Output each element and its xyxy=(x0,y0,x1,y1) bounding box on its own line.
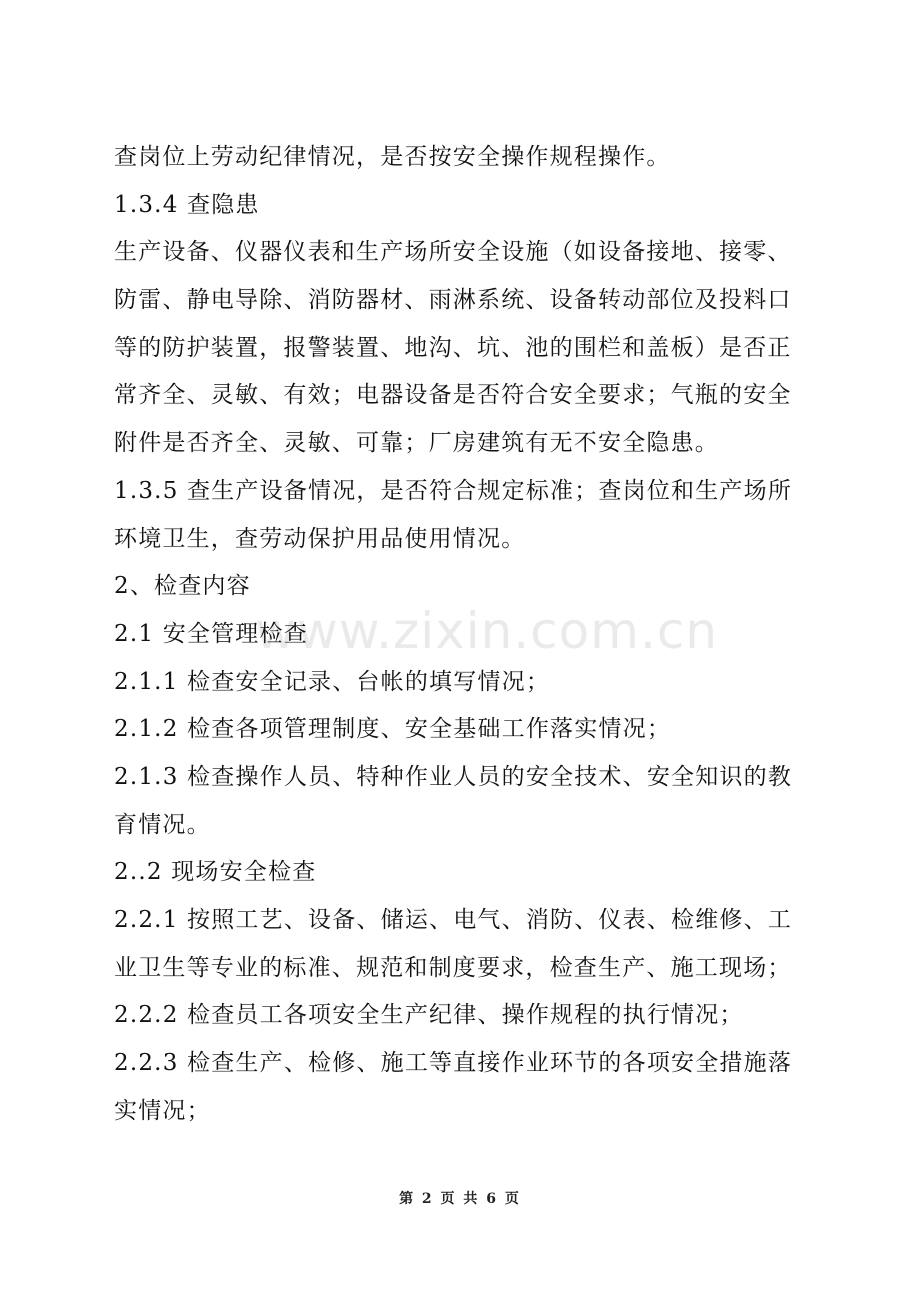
page-number-footer: 第 2 页 共 6 页 xyxy=(399,1191,521,1207)
text-line: 2.2.1 按照工艺、设备、储运、电气、消防、仪表、检维修、工 xyxy=(114,907,793,933)
text-line: 环境卫生，查劳动保护用品使用情况。 xyxy=(114,525,526,552)
text-line: 2.1.2 检查各项管理制度、安全基础工作落实情况； xyxy=(114,716,672,743)
text-line: 2.2.3 检查生产、检修、施工等直接作业环节的各项安全措施落 xyxy=(114,1050,793,1077)
section-heading: 2、检查内容 xyxy=(114,573,251,600)
body-text xyxy=(114,134,814,1135)
text-line: 附件是否齐全、灵敏、可靠；厂房建筑有无不安全隐患。 xyxy=(114,430,719,457)
text-line: 1.3.5 查生产设备情况，是否符合规定标准；查岗位和生产场所 xyxy=(114,477,793,504)
text-line: 生产设备、仪器仪表和生产场所安全设施（如设备接地、接零、 xyxy=(114,239,792,266)
text-line: 实情况； xyxy=(114,1097,211,1124)
section-heading: 2.1 安全管理检查 xyxy=(114,620,308,647)
text-line: 2.1.3 检查操作人员、特种作业人员的安全技术、安全知识的教 xyxy=(114,763,793,790)
section-heading: 2..2 现场安全检查 xyxy=(114,859,317,886)
text-line: 常齐全、灵敏、有效；电器设备是否符合安全要求；气瓶的安全 xyxy=(114,382,792,409)
text-line: 等的防护装置，报警装置、地沟、坑、池的围栏和盖板）是否正 xyxy=(114,334,792,361)
section-heading: 1.3.4 查隐患 xyxy=(114,191,260,218)
watermark: www.zixin.com.cn xyxy=(255,602,719,660)
text-line: 2.2.2 检查员工各项安全生产纪律、操作规程的执行情况； xyxy=(114,1002,744,1029)
text-line: 育情况。 xyxy=(114,811,211,838)
text-line: 2.1.1 检查安全记录、台帐的填写情况； xyxy=(114,668,551,695)
text-line: 查岗位上劳动纪律情况，是否按安全操作规程操作。 xyxy=(114,144,671,170)
text-line: 业卫生等专业的标准、规范和制度要求，检查生产、施工现场； xyxy=(114,954,792,981)
text-line: 防雷、静电导除、消防器材、雨淋系统、设备转动部位及投料口 xyxy=(114,287,792,314)
